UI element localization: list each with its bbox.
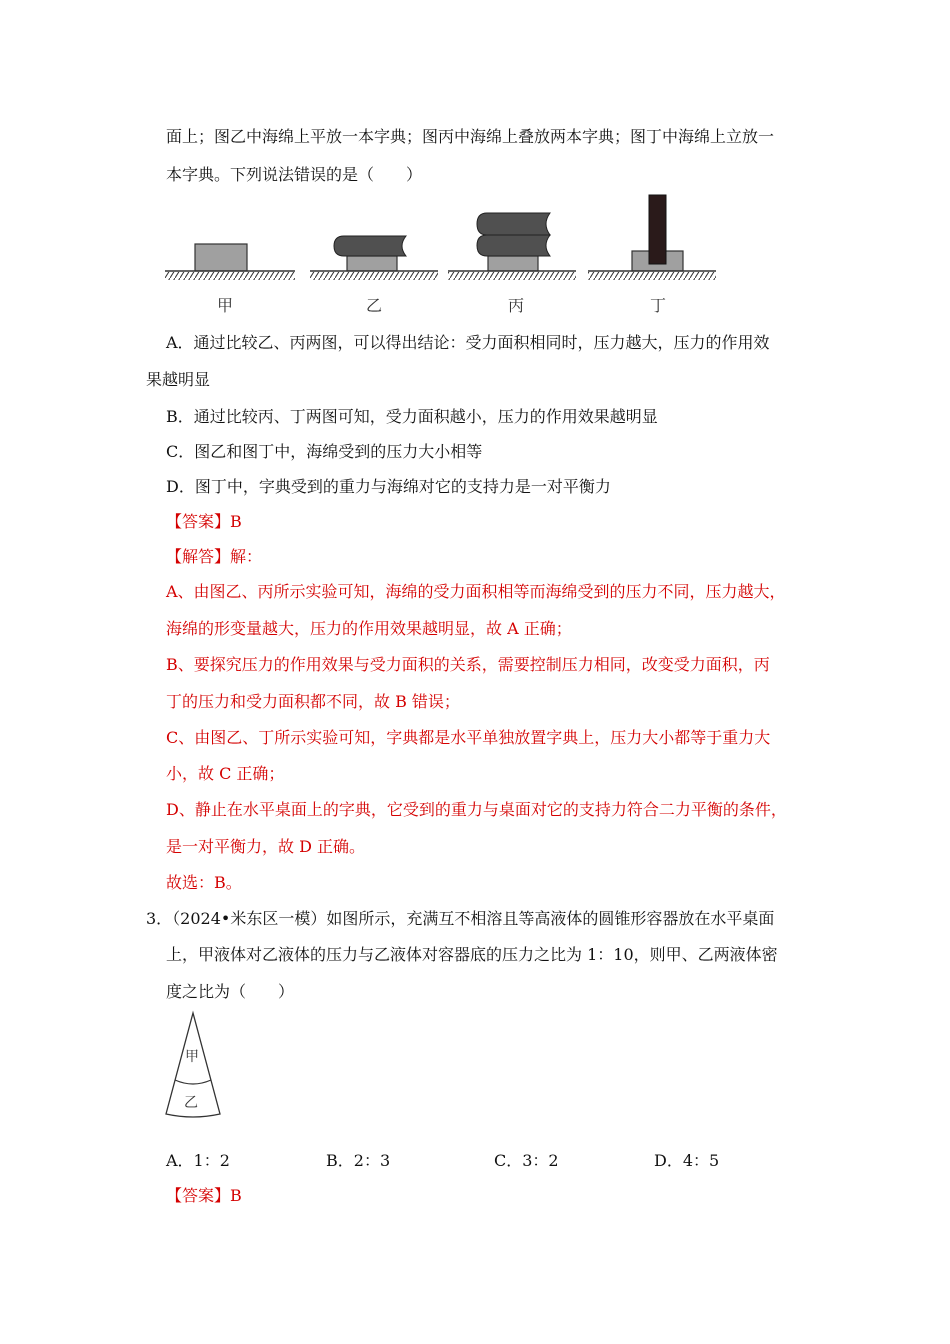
cone-container-figure	[160, 1010, 230, 1120]
q3-stem-line3: 度之比为（ ）	[166, 982, 295, 1001]
figure-label-bing: 丙	[508, 296, 525, 315]
q2-analysis-line: 海绵的形变量越大，压力的作用效果越明显，故 A 正确；	[166, 619, 572, 638]
q2-option-c: C．图乙和图丁中，海绵受到的压力大小相等	[166, 442, 483, 461]
q2-analysis-line: 小，故 C 正确；	[166, 764, 285, 783]
q3-option-b: B．2：3	[326, 1151, 391, 1170]
q2-analysis-line: 是一对平衡力，故 D 正确。	[166, 837, 366, 856]
q3-answer: 【答案】B	[166, 1186, 242, 1205]
q2-analysis-line: A、由图乙、丙所示实验可知，海绵的受力面积相等而海绵受到的压力不同，压力越大，	[166, 582, 786, 601]
q2-option-b: B．通过比较丙、丁两图可知，受力面积越小，压力的作用效果越明显	[166, 407, 658, 426]
figure-label-jia: 甲	[217, 296, 234, 315]
q2-answer: 【答案】B	[166, 512, 242, 531]
q2-option-d: D．图丁中，字典受到的重力与海绵对它的支持力是一对平衡力	[166, 477, 611, 496]
q2-analysis-line: C、由图乙、丁所示实验可知，字典都是水平单独放置字典上，压力大小都等于重力大	[166, 728, 771, 747]
q3-option-d: D．4：5	[654, 1151, 720, 1170]
q2-stem-line1: 面上；图乙中海绵上平放一本字典；图丙中海绵上叠放两本字典；图丁中海绵上立放一	[166, 127, 775, 146]
cone-label-yi: 乙	[184, 1095, 198, 1111]
figure-label-ding: 丁	[650, 296, 667, 315]
q2-final-choice: 故选：B。	[166, 873, 242, 892]
q2-option-a-line1: A．通过比较乙、丙两图，可以得出结论：受力面积相同时，压力越大，压力的作用效	[166, 333, 770, 352]
q2-stem-line2: 本字典。下列说法错误的是（ ）	[166, 165, 423, 184]
cone-label-jia: 甲	[185, 1049, 199, 1065]
figure-jia	[165, 244, 295, 280]
sponge-experiment-figure	[160, 190, 730, 320]
figure-yi	[310, 236, 438, 280]
q3-stem-line1: 3．（2024•米东区一模）如图所示，充满互不相溶且等高液体的圆锥形容器放在水平桌面	[146, 909, 775, 928]
figure-ding	[588, 195, 716, 280]
q2-analysis-line: B、要探究压力的作用效果与受力面积的关系，需要控制压力相同，改变受力面积，丙	[166, 655, 770, 674]
q3-stem-line2: 上，甲液体对乙液体的压力与乙液体对容器底的压力之比为 1：10，则甲、乙两液体密	[166, 945, 778, 964]
q2-option-a-line2: 果越明显	[146, 370, 211, 389]
q3-option-c: C．3：2	[494, 1151, 559, 1170]
q3-option-a: A．1：2	[166, 1151, 230, 1170]
sponge-experiment-diagram	[160, 190, 730, 285]
figure-label-yi: 乙	[366, 296, 383, 315]
q2-analysis-label: 【解答】解：	[166, 547, 263, 566]
figure-bing	[448, 213, 576, 280]
q2-analysis-line: D、静止在水平桌面上的字典，它受到的重力与桌面对它的支持力符合二力平衡的条件，	[166, 800, 787, 819]
q2-analysis-line: 丁的压力和受力面积都不同，故 B 错误；	[166, 692, 460, 711]
